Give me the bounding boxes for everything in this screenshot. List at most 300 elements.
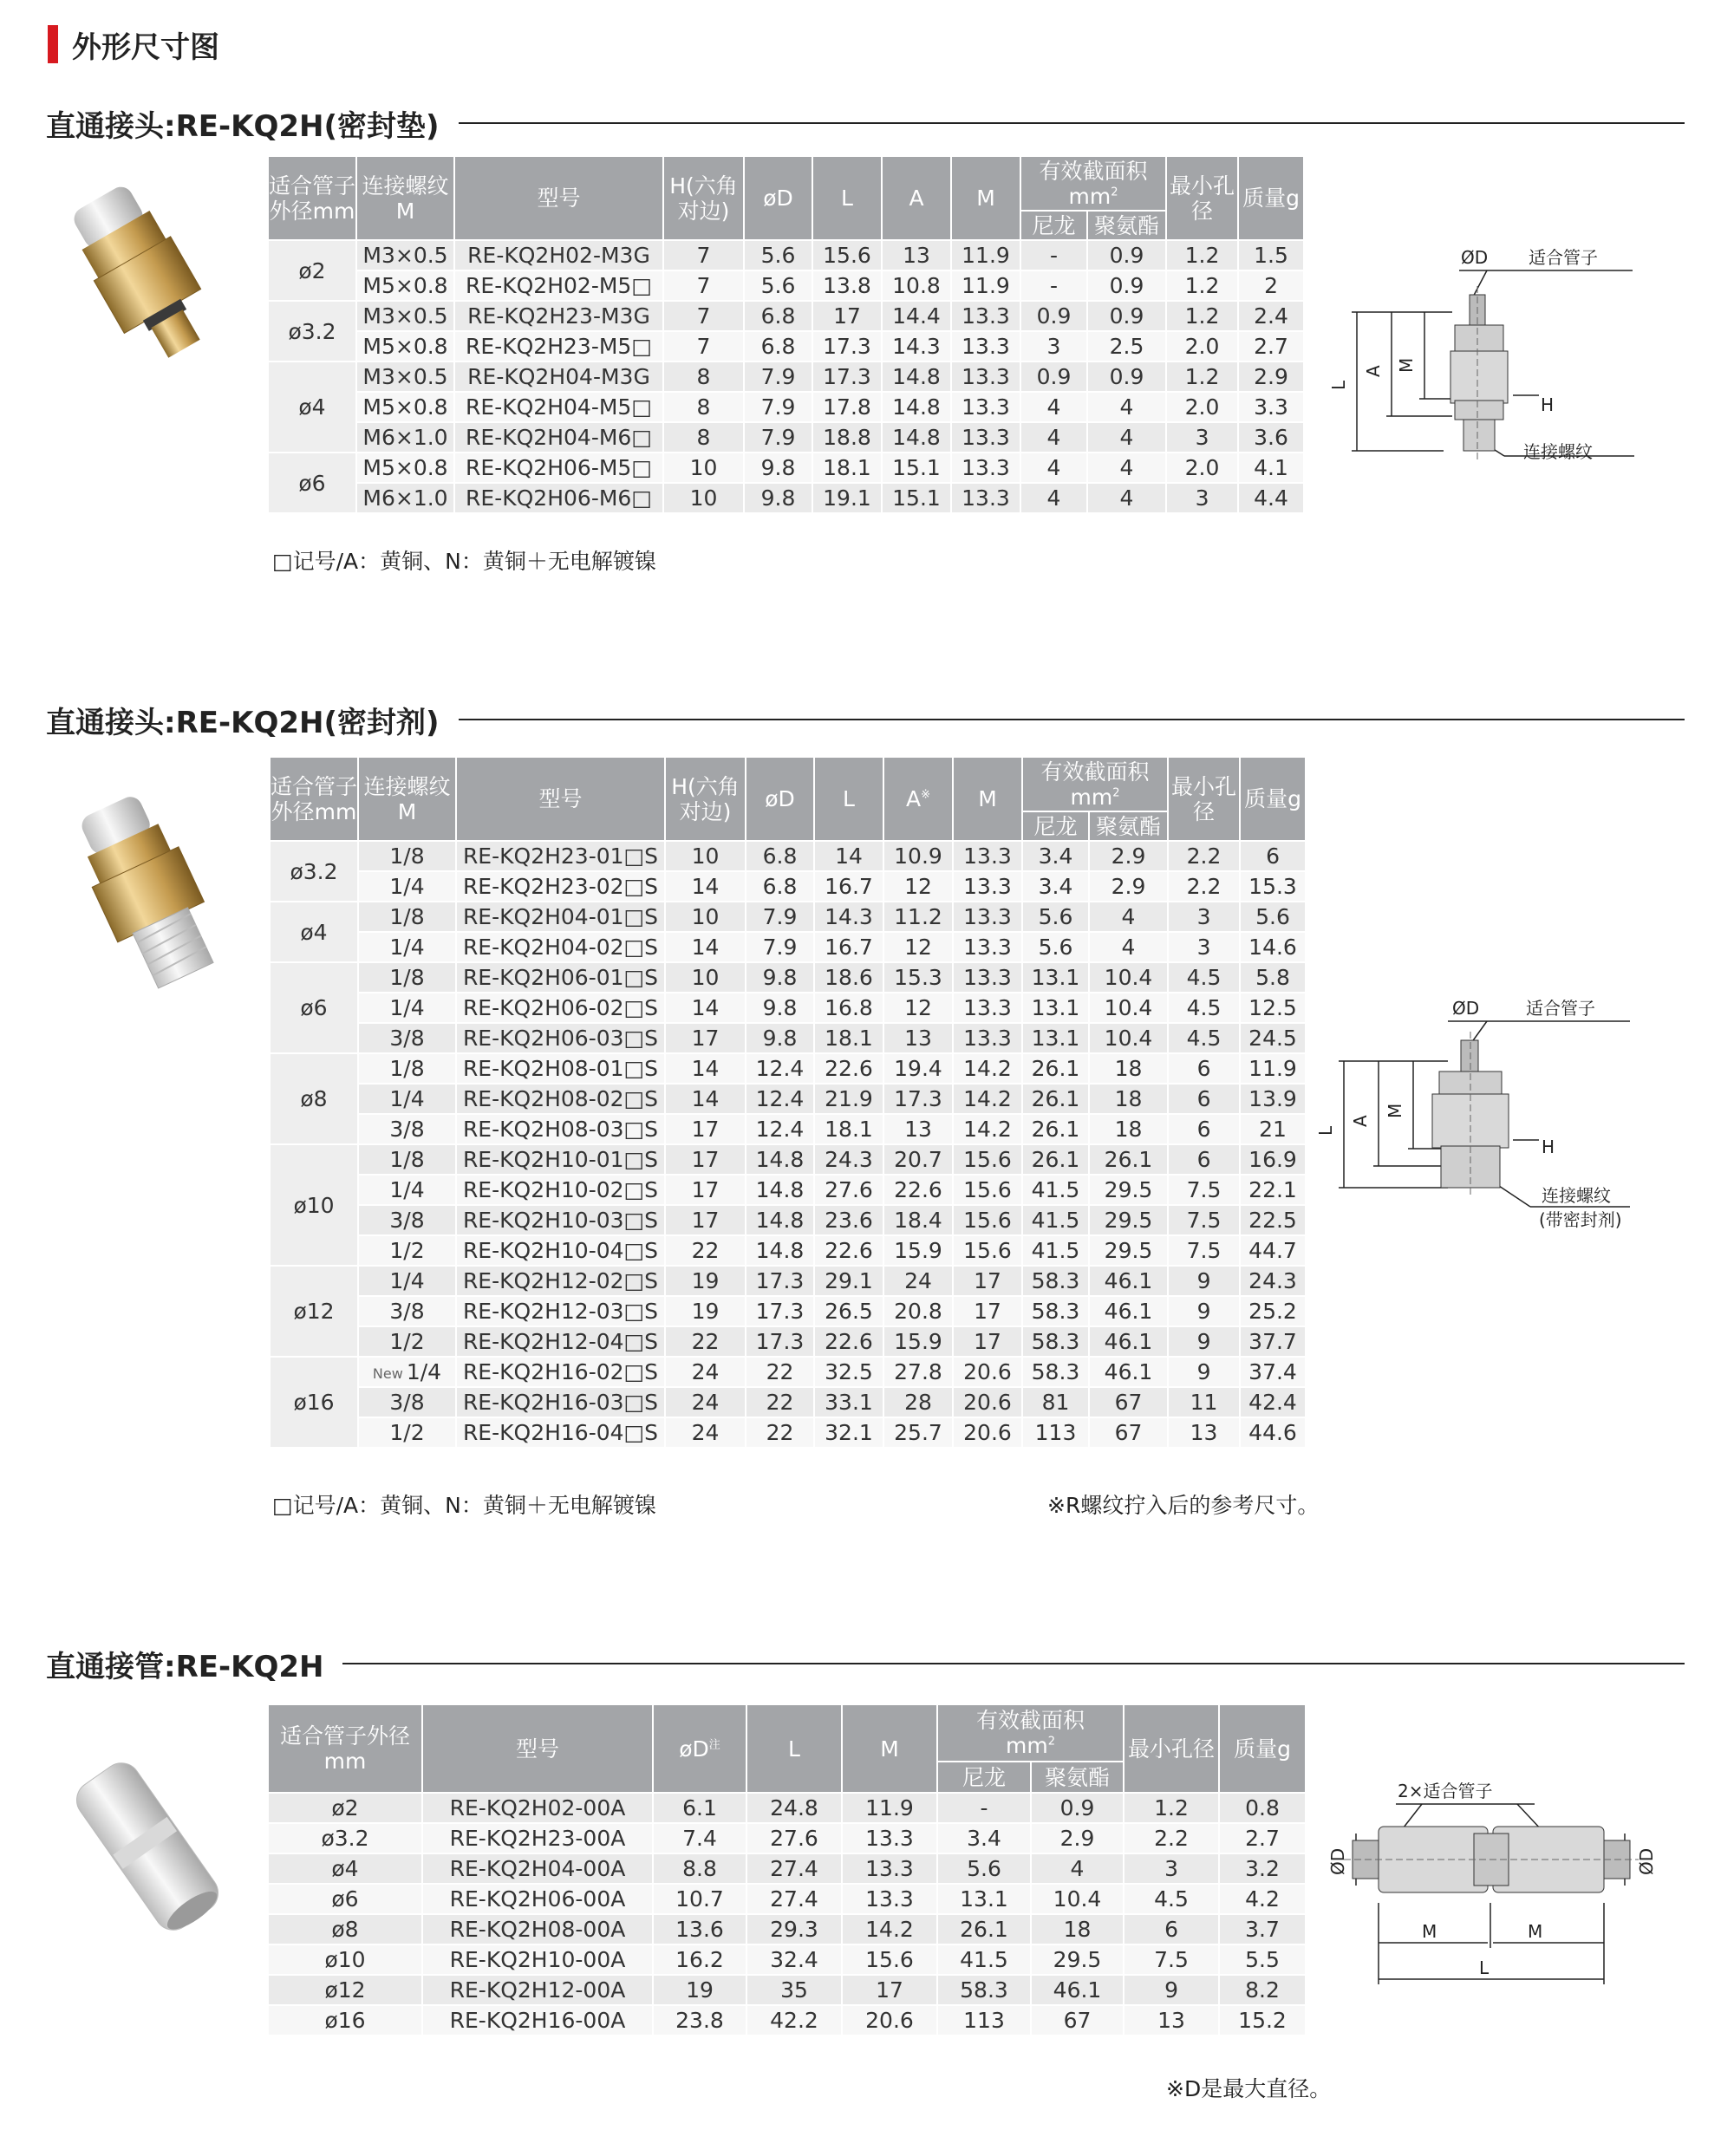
cell-m: 15.6 (953, 1175, 1022, 1205)
cell-l: 24.8 (746, 1793, 842, 1823)
diag2-l-label: L (1315, 1125, 1336, 1136)
cell-tube: ø3.2 (268, 301, 356, 362)
th-od: øD (744, 156, 812, 240)
cell-a: 14.8 (882, 422, 951, 453)
cell-min-hole: 13 (1124, 2005, 1219, 2035)
cell-pu: 0.9 (1087, 301, 1166, 331)
cell-min-hole: 4.5 (1124, 1884, 1219, 1914)
diag1-od-label: ØD (1461, 247, 1489, 268)
cell-mass: 2 (1238, 270, 1304, 301)
cell-a: 14.8 (882, 362, 951, 392)
cell-od: 12.4 (746, 1114, 814, 1144)
cell-pu: 18 (1089, 1053, 1168, 1084)
cell-tube: ø10 (268, 1944, 422, 1975)
cell-l: 26.5 (814, 1296, 883, 1326)
cell-od: 14.8 (746, 1235, 814, 1266)
cell-pu: 46.1 (1089, 1296, 1168, 1326)
cell-pu: 2.9 (1089, 871, 1168, 902)
cell-l: 17.3 (812, 362, 882, 392)
cell-mass: 13.9 (1240, 1084, 1306, 1114)
cell-mass: 16.9 (1240, 1144, 1306, 1175)
cell-a: 14.8 (882, 392, 951, 422)
cell-mass: 42.4 (1240, 1387, 1306, 1417)
cell-pu: 4 (1089, 932, 1168, 962)
cell-thread: 1/2 (358, 1235, 456, 1266)
thread-reference-note: ※R螺纹拧入后的参考尺寸。 (1047, 1493, 1320, 1518)
cell-mass: 2.7 (1238, 331, 1304, 362)
cell-nylon: 41.5 (937, 1944, 1031, 1975)
cell-tube: ø8 (270, 1053, 358, 1144)
cell-mass: 24.3 (1240, 1266, 1306, 1296)
cell-pu: 4 (1087, 392, 1166, 422)
cell-h: 7 (663, 240, 744, 270)
cell-a: 15.3 (883, 962, 953, 993)
table-row (268, 2005, 1306, 2035)
cell-m: 14.2 (953, 1084, 1022, 1114)
cell-pu: 0.9 (1087, 362, 1166, 392)
cell-nylon: 0.9 (1020, 301, 1087, 331)
cell-l: 18.1 (812, 453, 882, 483)
cell-thread-value: 1/4 (406, 1359, 442, 1384)
cell-model: RE-KQ2H06-00A (422, 1884, 653, 1914)
cell-h: 22 (665, 1326, 746, 1357)
cell-nylon: 0.9 (1020, 362, 1087, 392)
cell-a: 14.4 (882, 301, 951, 331)
table-row (270, 1053, 1306, 1084)
table-row (270, 993, 1306, 1023)
cell-thread: M5×0.8 (356, 270, 454, 301)
cell-l: 13.8 (812, 270, 882, 301)
cell-nylon: 58.3 (1022, 1296, 1089, 1326)
cell-od: 7.9 (746, 902, 814, 932)
cell-min-hole: 2.2 (1168, 841, 1240, 871)
cell-h: 17 (665, 1114, 746, 1144)
cell-pu: 26.1 (1089, 1144, 1168, 1175)
cell-mass: 3.2 (1219, 1853, 1306, 1884)
cell-m: 20.6 (953, 1417, 1022, 1448)
cell-min-hole: 1.2 (1166, 240, 1238, 270)
cell-tube: ø10 (270, 1144, 358, 1266)
cell-h: 17 (665, 1144, 746, 1175)
table-row (268, 240, 1304, 270)
th-area: 有效截面积 $mm^2$ (937, 1704, 1124, 1762)
cell-model: RE-KQ2H04-01□S (456, 902, 665, 932)
spec-table-sealant (269, 756, 1307, 1449)
th-thread: 连接螺纹M (358, 757, 456, 841)
diag3-l-label: L (1479, 1957, 1490, 1978)
cell-min-hole: 1.2 (1166, 362, 1238, 392)
cell-m: 15.6 (842, 1944, 937, 1975)
cell-mass: 4.2 (1219, 1884, 1306, 1914)
cell-l: 22.6 (814, 1053, 883, 1084)
cell-l: 42.2 (746, 2005, 842, 2035)
cell-h: 14 (665, 871, 746, 902)
cell-tube: ø12 (268, 1975, 422, 2005)
cell-min-hole: 2.2 (1168, 871, 1240, 902)
th-h: H(六角对边) (665, 757, 746, 841)
cell-m: 13.3 (951, 422, 1020, 453)
cell-mass: 11.9 (1240, 1053, 1306, 1084)
cell-pu: 2.5 (1087, 331, 1166, 362)
cell-mass: 25.2 (1240, 1296, 1306, 1326)
cell-h: 14 (665, 932, 746, 962)
cell-mass: 14.6 (1240, 932, 1306, 962)
cell-h: 10 (665, 841, 746, 871)
table-row (270, 1296, 1306, 1326)
cell-h: 8 (663, 362, 744, 392)
cell-mass: 4.4 (1238, 483, 1304, 513)
cell-od: 14.8 (746, 1205, 814, 1235)
cell-min-hole: 2.0 (1166, 331, 1238, 362)
th-area: 有效截面积 $mm^2$ (1022, 757, 1168, 811)
cell-pu: 46.1 (1089, 1266, 1168, 1296)
cell-h: 17 (665, 1175, 746, 1205)
cell-mass: 37.7 (1240, 1326, 1306, 1357)
cell-a: 14.3 (882, 331, 951, 362)
cell-pu: 4 (1087, 483, 1166, 513)
cell-nylon: 113 (1022, 1417, 1089, 1448)
page-title: 外形尺寸图 (72, 29, 219, 65)
cell-a: 27.8 (883, 1357, 953, 1387)
cell-min-hole: 11 (1168, 1387, 1240, 1417)
cell-h: 17 (665, 1023, 746, 1053)
cell-m: 11.9 (842, 1793, 937, 1823)
cell-m: 13.3 (951, 331, 1020, 362)
cell-thread: M3×0.5 (356, 362, 454, 392)
cell-tube: ø16 (268, 2005, 422, 2035)
cell-nylon: 3.4 (1022, 841, 1089, 871)
cell-l: 19.1 (812, 483, 882, 513)
cell-tube: ø3.2 (268, 1823, 422, 1853)
cell-mass: 5.5 (1219, 1944, 1306, 1975)
table-row (268, 483, 1304, 513)
cell-min-hole: 3 (1166, 422, 1238, 453)
cell-model: RE-KQ2H10-04□S (456, 1235, 665, 1266)
th-a: A (882, 156, 951, 240)
cell-h: 7 (663, 331, 744, 362)
cell-od: 6.8 (744, 301, 812, 331)
cell-mass: 5.6 (1240, 902, 1306, 932)
cell-model: RE-KQ2H12-03□S (456, 1296, 665, 1326)
cell-l: 17.3 (812, 331, 882, 362)
cell-nylon: 26.1 (937, 1914, 1031, 1944)
cell-nylon: 26.1 (1022, 1084, 1089, 1114)
cell-min-hole: 9 (1124, 1975, 1219, 2005)
cell-m: 13.3 (951, 453, 1020, 483)
cell-model: RE-KQ2H06-03□S (456, 1023, 665, 1053)
cell-h: 19 (665, 1296, 746, 1326)
table-row (268, 301, 1304, 331)
cell-nylon: 13.1 (1022, 1023, 1089, 1053)
th-thread: 连接螺纹M (356, 156, 454, 240)
cell-a: 18.4 (883, 1205, 953, 1235)
cell-h: 14 (665, 1084, 746, 1114)
cell-m: 11.9 (951, 270, 1020, 301)
cell-pu: 46.1 (1089, 1357, 1168, 1387)
cell-min-hole: 4.5 (1168, 993, 1240, 1023)
table-row (268, 1853, 1306, 1884)
th-mass: 质量g (1238, 156, 1304, 240)
cell-nylon: 41.5 (1022, 1235, 1089, 1266)
section-title-1: 直通接头:RE-KQ2H(密封垫) (46, 102, 1685, 144)
cell-od: 10.7 (653, 1884, 746, 1914)
cell-thread: 1/4 (358, 1084, 456, 1114)
cell-min-hole: 7.5 (1168, 1205, 1240, 1235)
cell-a: 19.4 (883, 1053, 953, 1084)
cell-od: 22 (746, 1387, 814, 1417)
cell-min-hole: 9 (1168, 1326, 1240, 1357)
cell-a: 25.7 (883, 1417, 953, 1448)
cell-l: 27.4 (746, 1853, 842, 1884)
cell-thread: M5×0.8 (356, 392, 454, 422)
cell-thread (358, 1357, 456, 1387)
cell-m: 13.3 (953, 932, 1022, 962)
cell-h: 8 (663, 392, 744, 422)
cell-nylon: 113 (937, 2005, 1031, 2035)
cell-od: 7.9 (744, 362, 812, 392)
cell-pu: 4 (1087, 422, 1166, 453)
cell-l: 18.8 (812, 422, 882, 453)
cell-h: 17 (665, 1205, 746, 1235)
cell-thread: 3/8 (358, 1114, 456, 1144)
cell-a: 10.9 (883, 841, 953, 871)
cell-thread: 1/4 (358, 1175, 456, 1205)
table-row (268, 422, 1304, 453)
cell-od: 9.8 (746, 962, 814, 993)
cell-l: 33.1 (814, 1387, 883, 1417)
cell-min-hole: 9 (1168, 1296, 1240, 1326)
section-title-2: 直通接头:RE-KQ2H(密封剂) (46, 699, 1685, 740)
cell-model: RE-KQ2H08-01□S (456, 1053, 665, 1084)
cell-model: RE-KQ2H16-03□S (456, 1387, 665, 1417)
cell-l: 22.6 (814, 1235, 883, 1266)
table-row (270, 1266, 1306, 1296)
section-title-3: 直通接管:RE-KQ2H (46, 1643, 1685, 1684)
cell-min-hole: 9 (1168, 1266, 1240, 1296)
cell-thread: 1/8 (358, 841, 456, 871)
cell-pu: 29.5 (1089, 1235, 1168, 1266)
cell-od: 14.8 (746, 1144, 814, 1175)
diag2-a-label: A (1350, 1115, 1371, 1127)
cell-od: 9.8 (744, 483, 812, 513)
cell-pu: 46.1 (1089, 1326, 1168, 1357)
cell-model: RE-KQ2H16-02□S (456, 1357, 665, 1387)
cell-l: 32.4 (746, 1944, 842, 1975)
diag1-a-label: A (1363, 365, 1384, 377)
cell-m: 13.3 (951, 301, 1020, 331)
th-tube: 适合管子外径mm (268, 1704, 422, 1793)
cell-h: 14 (665, 993, 746, 1023)
cell-a: 22.6 (883, 1175, 953, 1205)
cell-l: 35 (746, 1975, 842, 2005)
cell-model: RE-KQ2H06-M6□ (454, 483, 663, 513)
fitting-photo-gasket (43, 169, 243, 386)
cell-a: 13 (883, 1023, 953, 1053)
cell-thread: M5×0.8 (356, 453, 454, 483)
cell-mass: 1.5 (1238, 240, 1304, 270)
cell-mass: 15.2 (1219, 2005, 1306, 2035)
cell-m: 13.3 (842, 1884, 937, 1914)
cell-pu: 67 (1089, 1387, 1168, 1417)
cell-model: RE-KQ2H23-02□S (456, 871, 665, 902)
diag3-od-right: ØD (1636, 1847, 1657, 1875)
cell-pu: 2.9 (1031, 1823, 1124, 1853)
cell-nylon: 26.1 (1022, 1114, 1089, 1144)
cell-min-hole: 9 (1168, 1357, 1240, 1387)
cell-tube: ø2 (268, 1793, 422, 1823)
cell-pu: 29.5 (1031, 1944, 1124, 1975)
material-note-2: □记号/A：黄铜、N：黄铜＋无电解镀镍 (272, 1493, 656, 1518)
cell-od: 22 (746, 1357, 814, 1387)
cell-pu: 2.9 (1089, 841, 1168, 871)
diag2-h-label: H (1542, 1137, 1555, 1157)
cell-m: 15.6 (953, 1144, 1022, 1175)
cell-min-hole: 7.5 (1168, 1175, 1240, 1205)
cell-a: 12 (883, 993, 953, 1023)
cell-m: 14.2 (953, 1114, 1022, 1144)
cell-nylon: 13.1 (937, 1884, 1031, 1914)
cell-h: 7 (663, 301, 744, 331)
cell-nylon: 41.5 (1022, 1205, 1089, 1235)
page-header (48, 24, 219, 64)
cell-tube: ø6 (268, 1884, 422, 1914)
cell-model: RE-KQ2H23-01□S (456, 841, 665, 871)
table-row (270, 1023, 1306, 1053)
cell-pu: 10.4 (1089, 1023, 1168, 1053)
cell-model: RE-KQ2H12-00A (422, 1975, 653, 2005)
cell-min-hole: 6 (1124, 1914, 1219, 1944)
cell-l: 16.7 (814, 871, 883, 902)
cell-l: 16.7 (814, 932, 883, 962)
cell-a: 12 (883, 932, 953, 962)
cell-pu: 0.9 (1031, 1793, 1124, 1823)
cell-tube: ø4 (268, 362, 356, 453)
cell-thread: 1/2 (358, 1326, 456, 1357)
cell-min-hole: 3 (1166, 483, 1238, 513)
th-model: 型号 (456, 757, 665, 841)
diag2-tube-label: 适合管子 (1526, 998, 1595, 1019)
cell-thread: M5×0.8 (356, 331, 454, 362)
dimension-diagram-union (1318, 1773, 1665, 1990)
cell-a: 11.2 (883, 902, 953, 932)
cell-m: 14.2 (842, 1914, 937, 1944)
cell-h: 22 (665, 1235, 746, 1266)
cell-min-hole: 2.0 (1166, 453, 1238, 483)
th-m: M (951, 156, 1020, 240)
cell-l: 27.6 (746, 1823, 842, 1853)
cell-a: 20.8 (883, 1296, 953, 1326)
table-row (268, 1975, 1306, 2005)
diag2-thread-label: 连接螺纹 (1542, 1185, 1611, 1206)
cell-pu: 4 (1031, 1853, 1124, 1884)
cell-m: 17 (842, 1975, 937, 2005)
cell-model: RE-KQ2H02-00A (422, 1793, 653, 1823)
th-min-hole: 最小孔径 (1124, 1704, 1219, 1793)
table-row (270, 1175, 1306, 1205)
cell-thread: 3/8 (358, 1023, 456, 1053)
cell-thread: 1/2 (358, 1417, 456, 1448)
cell-od: 7.9 (744, 392, 812, 422)
cell-h: 24 (665, 1387, 746, 1417)
cell-model: RE-KQ2H04-00A (422, 1853, 653, 1884)
cell-h: 8 (663, 422, 744, 453)
cell-tube: ø4 (268, 1853, 422, 1884)
cell-nylon: 4 (1020, 453, 1087, 483)
cell-od: 5.6 (744, 270, 812, 301)
cell-mass: 15.3 (1240, 871, 1306, 902)
cell-mass: 3.7 (1219, 1914, 1306, 1944)
cell-od: 9.8 (746, 993, 814, 1023)
table-row (270, 902, 1306, 932)
diag3-od-left: ØD (1327, 1847, 1348, 1875)
cell-model: RE-KQ2H04-M5□ (454, 392, 663, 422)
cell-l: 17 (812, 301, 882, 331)
table-row (268, 331, 1304, 362)
th-od: $øD^注$ (653, 1704, 746, 1793)
cell-l: 27.6 (814, 1175, 883, 1205)
cell-m: 13.3 (842, 1853, 937, 1884)
dimension-diagram-gasket (1328, 243, 1643, 477)
cell-od: 12.4 (746, 1084, 814, 1114)
th-min-hole: 最小孔径 (1166, 156, 1238, 240)
cell-a: 12 (883, 871, 953, 902)
table-row (270, 841, 1306, 871)
cell-tube: ø4 (270, 902, 358, 962)
cell-m: 13.3 (953, 993, 1022, 1023)
cell-h: 14 (665, 1053, 746, 1084)
max-diameter-note: ※D是最大直径。 (1166, 2076, 1332, 2101)
cell-a: 24 (883, 1266, 953, 1296)
cell-nylon: 5.6 (1022, 902, 1089, 932)
cell-od: 7.4 (653, 1823, 746, 1853)
cell-model: RE-KQ2H08-00A (422, 1914, 653, 1944)
cell-model: RE-KQ2H08-03□S (456, 1114, 665, 1144)
cell-model: RE-KQ2H10-01□S (456, 1144, 665, 1175)
cell-model: RE-KQ2H12-04□S (456, 1326, 665, 1357)
table-row (268, 270, 1304, 301)
cell-l: 18.6 (814, 962, 883, 993)
cell-min-hole: 2.0 (1166, 392, 1238, 422)
table-row (268, 1914, 1306, 1944)
cell-tube: ø6 (268, 453, 356, 513)
cell-tube: ø6 (270, 962, 358, 1053)
cell-model: RE-KQ2H06-M5□ (454, 453, 663, 483)
cell-l: 15.6 (812, 240, 882, 270)
cell-od: 5.6 (744, 240, 812, 270)
cell-thread: 1/4 (358, 1266, 456, 1296)
cell-thread: 1/8 (358, 902, 456, 932)
cell-od: 14.8 (746, 1175, 814, 1205)
cell-l: 29.3 (746, 1914, 842, 1944)
cell-nylon: 58.3 (937, 1975, 1031, 2005)
spec-table-union (267, 1703, 1307, 2036)
cell-min-hole: 6 (1168, 1084, 1240, 1114)
cell-pu: 18 (1089, 1114, 1168, 1144)
cell-mass: 2.4 (1238, 301, 1304, 331)
cell-h: 10 (663, 453, 744, 483)
cell-thread: M6×1.0 (356, 483, 454, 513)
diag2-thread-sub: (带密封剂) (1539, 1209, 1622, 1230)
cell-pu: 10.4 (1089, 993, 1168, 1023)
th-od: øD (746, 757, 814, 841)
cell-l: 14.3 (814, 902, 883, 932)
cell-model: RE-KQ2H06-01□S (456, 962, 665, 993)
cell-l: 14 (814, 841, 883, 871)
table-row (270, 1326, 1306, 1357)
th-tube: 适合管子外径mm (270, 757, 358, 841)
diag3-m-right: M (1528, 1921, 1543, 1942)
diag1-m-label: M (1396, 357, 1417, 373)
